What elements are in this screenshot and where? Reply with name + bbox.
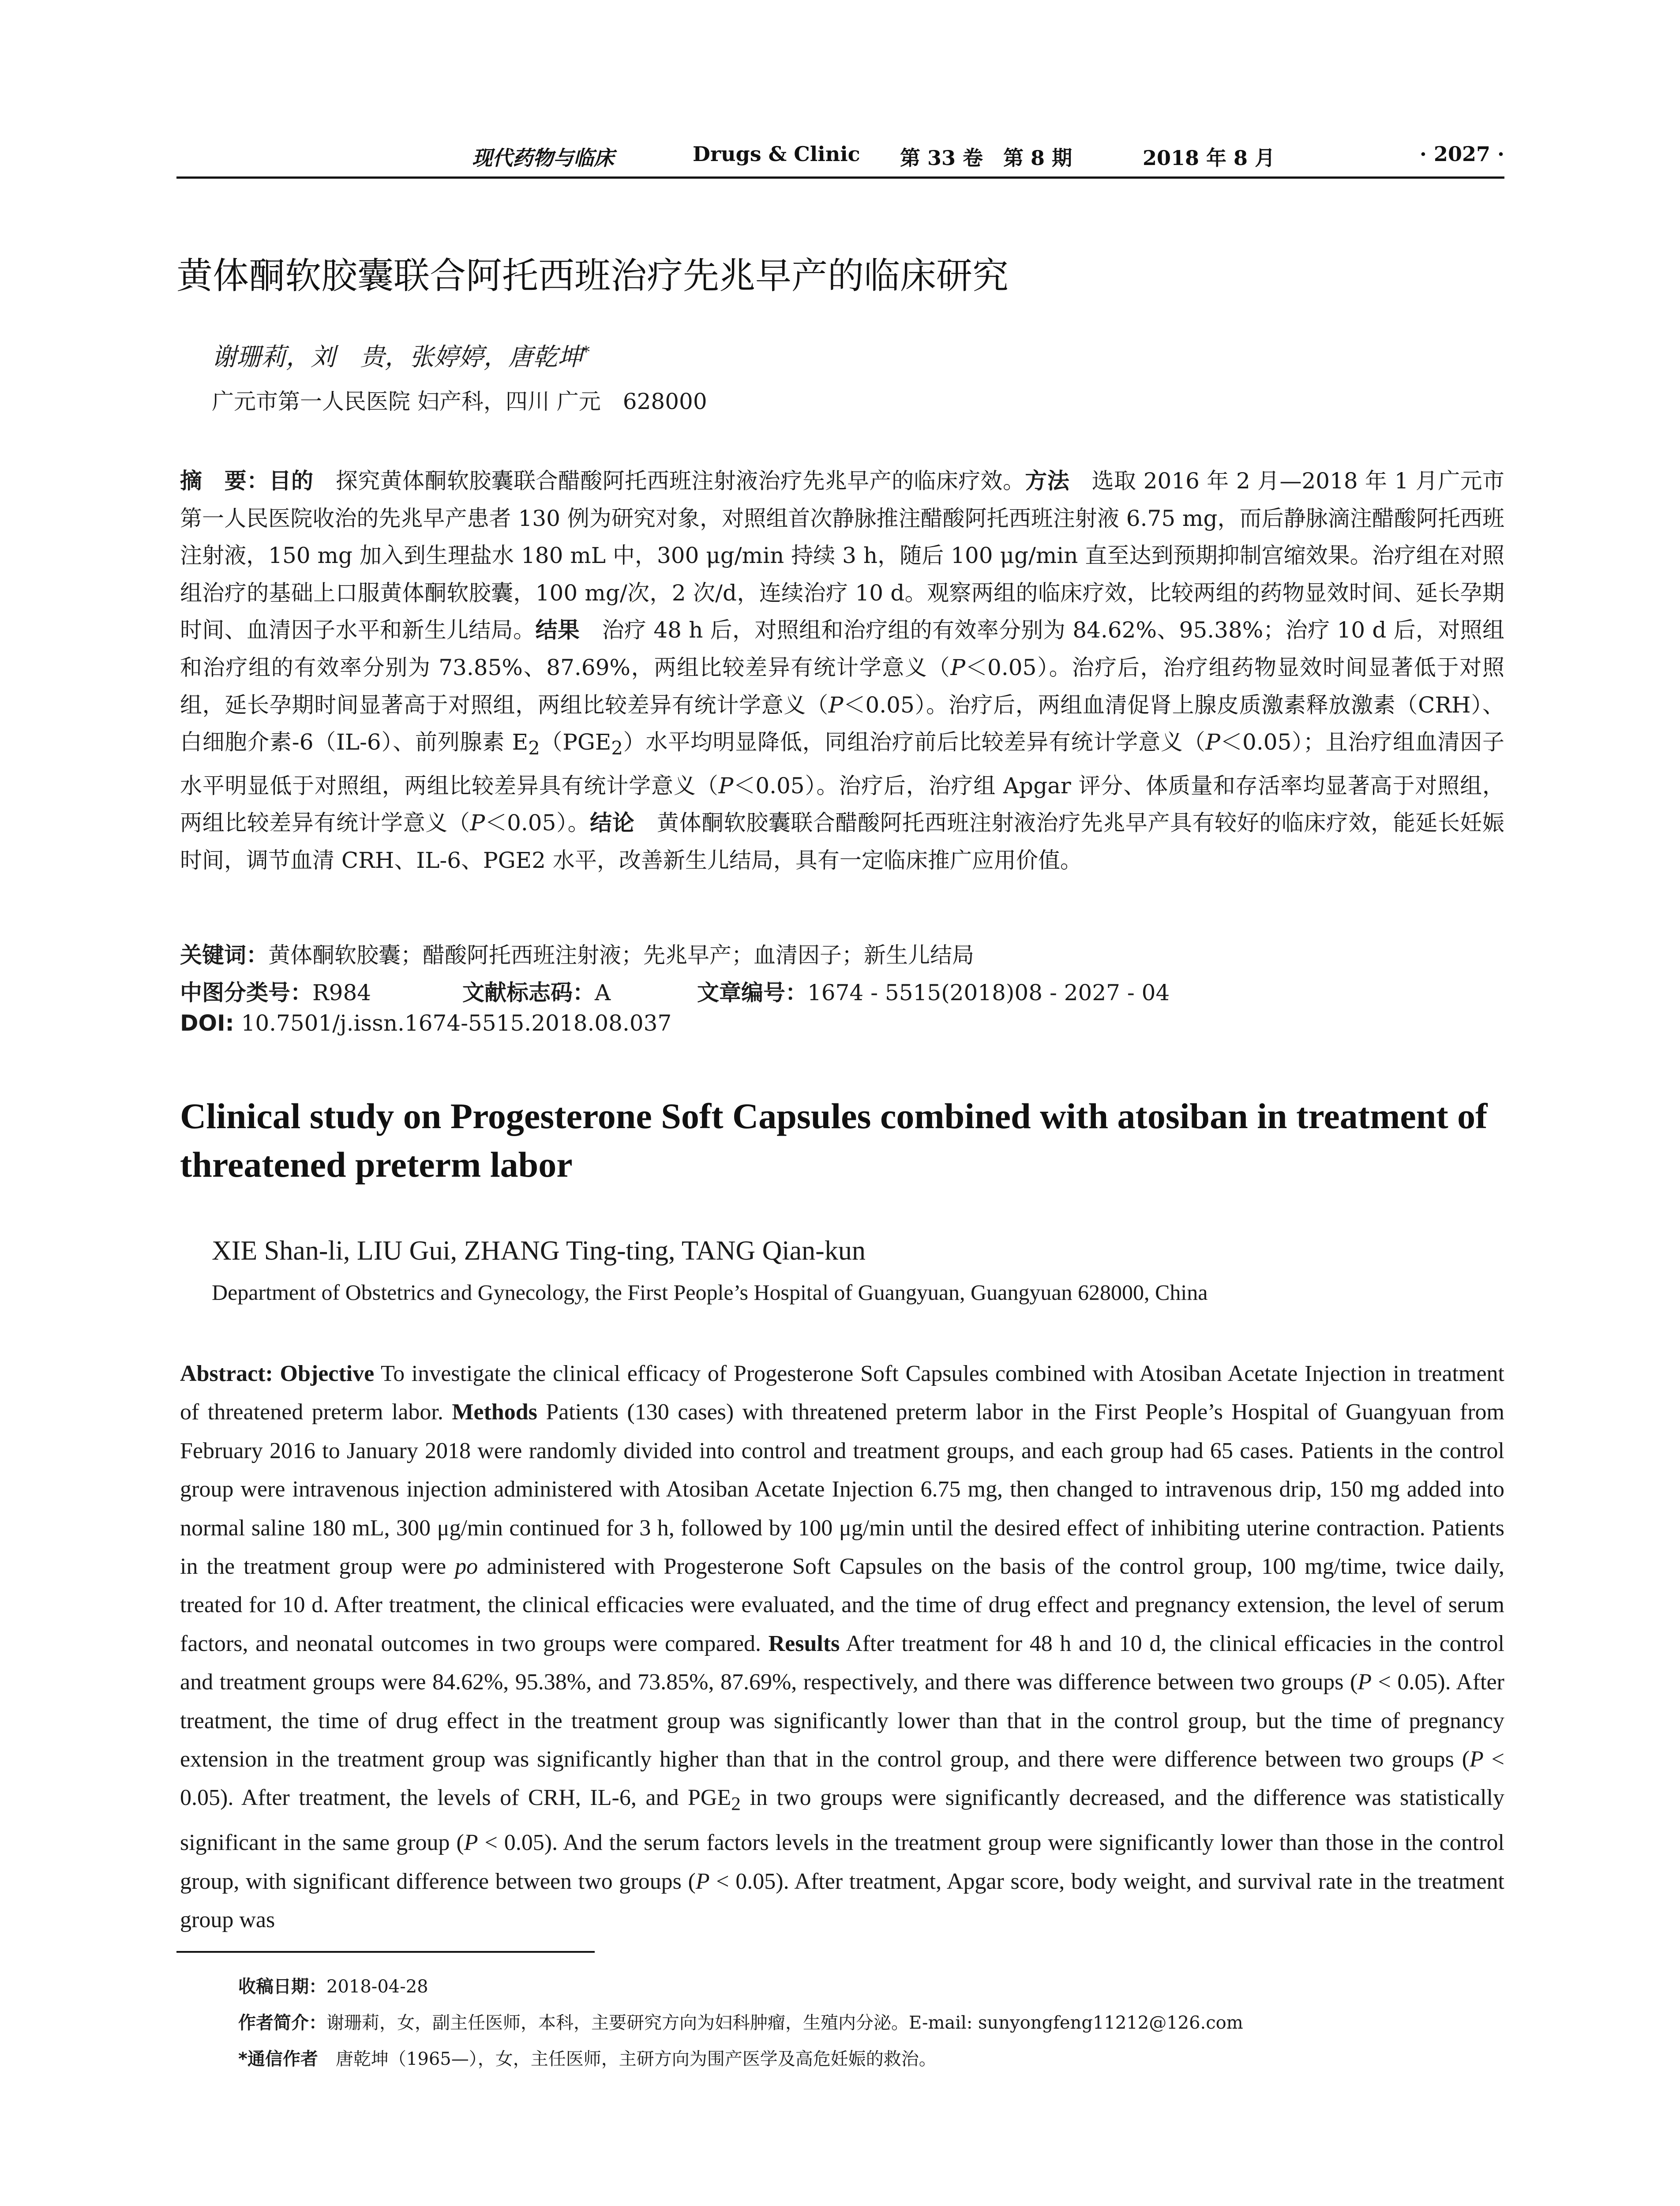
- en-methods-label: Methods: [452, 1399, 537, 1425]
- cn-results-text: ＜0.05）。治疗后，治疗组 Apgar 评分、体质量和存活率均显著高于对照组，两组比较差异有统计学意义（: [180, 773, 1505, 836]
- en-methods-text: administered with Progesterone Soft Capsules on the basis of the control group, 100 mg/time, twice daily, treated for 10 d. After treatment, the clinical efficacies were evaluated, and the time of drug effect and pregnancy extension, the level of serum factors, and neonatal outcomes in two groups were compared.: [180, 1554, 1505, 1656]
- footnotes: [238, 1969, 1504, 2077]
- clc-value: R984: [312, 980, 371, 1005]
- doi-label: DOI:: [180, 1010, 234, 1036]
- english-title: Clinical study on Progesterone Soft Capsules combined with atosiban in treatment of threatened preterm labor: [180, 1096, 1488, 1185]
- route-abbrev: po: [455, 1554, 478, 1579]
- cn-conclusion-text: 黄体酮软胶囊联合醋酸阿托西班注射液治疗先兆早产具有较好的临床疗效，能延长妊娠时间，调节血清 CRH、IL-6、PGE2 水平，改善新生儿结局，具有一定临床推广应用价值。: [180, 810, 1505, 873]
- cn-abstract-label: 摘 要：: [180, 468, 269, 494]
- received-date-note: [238, 1969, 1504, 2005]
- cn-results-text: ＜0.05）。: [485, 810, 590, 836]
- doc-code-value: A: [595, 980, 611, 1005]
- article-number-group: [697, 975, 1170, 1007]
- p-value-letter: P: [828, 692, 844, 718]
- keywords-value: 黄体酮软胶囊；醋酸阿托西班注射液；先兆早产；血清因子；新生儿结局: [268, 942, 974, 968]
- subscript: 2: [528, 737, 540, 759]
- running-header: [176, 140, 1504, 176]
- chinese-authors: [212, 338, 590, 373]
- cn-results-text: ＜0.05）。治疗后，两组血清促肾上腺皮质激素释放激素（CRH）、白细胞介素-6（IL-6）、前列腺素 E: [180, 692, 1504, 755]
- p-value-letter: P: [1358, 1670, 1372, 1695]
- page-number: · 2027 ·: [1419, 142, 1504, 166]
- corresponding-mark: *: [582, 343, 590, 361]
- p-value-letter: P: [718, 773, 734, 799]
- journal-name-cn: 现代药物与临床: [472, 146, 614, 170]
- corresponding-value: 唐乾坤（1965—），女，主任医师，主研方向为围产医学及高危妊娠的救治。: [318, 2049, 937, 2069]
- article-number-value: 1674 - 5515(2018)08 - 2027 - 04: [807, 980, 1170, 1005]
- p-value-letter: P: [695, 1868, 710, 1894]
- english-authors: XIE Shan-li, LIU Gui, ZHANG Ting-ting, TANG Qian-kun: [212, 1236, 866, 1266]
- p-value-letter: P: [1205, 729, 1221, 755]
- cn-methods-text: 选取 2016 年 2 月—2018 年 1 月广元市第一人民医院收治的先兆早产患者 130 例为研究对象，对照组首次静脉推注醋酸阿托西班注射液 6.75 mg，而后静脉滴注醋酸阿托西班注射液，150 mg 加入到生理盐水 180 mL 中，300 μg/min 持续 3 h，随后 100 μg/min 直至达到预期抑制宫缩效果。治疗组在对照组治疗的基础上口服黄体酮软胶囊，100 mg/次，2 次/d，连续治疗 10 d。观察两组的临床疗效，比较两组的药物显效时间、延长孕期时间、血清因子水平和新生儿结局。: [180, 468, 1505, 643]
- doc-code-label: 文献标志码：: [462, 980, 595, 1005]
- classification-line: [180, 975, 1170, 1007]
- corresponding-author-note: [238, 2041, 1504, 2077]
- author-bio-label: 作者简介：: [238, 2013, 326, 2033]
- cn-results-text: ＜0.05）；且治疗组血清因子水平明显低于对照组，两组比较差异具有统计学意义（: [180, 729, 1504, 799]
- keywords-line: [180, 938, 974, 969]
- chinese-affiliation: 广元市第一人民医院 妇产科，四川 广元 628000: [212, 389, 707, 414]
- p-value-letter: P: [1470, 1747, 1484, 1772]
- en-abstract-label: Abstract: Objective: [180, 1361, 375, 1386]
- corresponding-label: *通信作者: [238, 2049, 318, 2069]
- keywords-label: 关键词：: [180, 942, 268, 968]
- en-results-text: < 0.05). After treatment, Apgar score, body weight, and survival rate in the treatment group was: [180, 1868, 1504, 1933]
- chinese-abstract: [180, 462, 1504, 879]
- cn-objective-text: 探究黄体酮软胶囊联合醋酸阿托西班注射液治疗先兆早产的临床疗效。: [313, 468, 1025, 494]
- en-results-label: Results: [768, 1631, 840, 1656]
- en-results-text: After treatment for 48 h and 10 d, the clinical efficacies in the control and treatment groups were 84.62%, 95.38%, and 73.85%, 87.69%, respectively, and there was difference between two groups (: [180, 1631, 1505, 1695]
- volume-issue: 第 33 卷 第 8 期: [900, 146, 1072, 170]
- p-value-letter: P: [464, 1830, 478, 1856]
- chinese-title: 黄体酮软胶囊联合阿托西班治疗先兆早产的临床研究: [176, 255, 1009, 297]
- cn-results-label: 结果: [535, 617, 580, 643]
- en-results-text: < 0.05). And the serum factors levels in the treatment group were significantly lower than those in the control group, with significant difference between two groups (: [180, 1830, 1504, 1894]
- en-objective-text: To investigate the clinical efficacy of Progesterone Soft Capsules combined with Atosiban Acetate Injection in treatment of threatened preterm labor.: [180, 1361, 1505, 1425]
- en-results-text: in two groups were significantly decreased, and the difference was statistically significant in the same group (: [180, 1785, 1504, 1856]
- received-value: 2018-04-28: [326, 1977, 428, 1997]
- en-results-text: < 0.05). After treatment, the time of drug effect in the treatment group was significantly lower than that in the control group, but the time of pregnancy extension in the treatment group was significantly higher than that in the control group, and there were difference between two groups (: [180, 1670, 1504, 1772]
- footnote-rule: [176, 1951, 595, 1953]
- cn-results-text: 治疗 48 h 后，对照组和治疗组的有效率分别为 84.62%、95.38%；治疗 10 d 后，对照组和治疗组的有效率分别为 73.85%、87.69%，两组比较差异有统计学意义（: [180, 617, 1505, 680]
- cn-results-text: ）水平均明显降低，同组治疗前后比较差异有统计学意义（: [622, 729, 1206, 755]
- chinese-author-names: 谢珊莉，刘 贵，张婷婷，唐乾坤: [212, 343, 582, 371]
- en-results-text: < 0.05). After treatment, the levels of CRH, IL-6, and PGE: [180, 1747, 1505, 1811]
- cn-results-text: （PGE: [540, 729, 611, 755]
- received-label: 收稿日期：: [238, 1977, 326, 1997]
- issue-date: 2018 年 8 月: [1143, 146, 1275, 170]
- doi-value[interactable]: 10.7501/j.issn.1674-5515.2018.08.037: [234, 1010, 672, 1036]
- author-bio-note: [238, 2005, 1504, 2041]
- cn-conclusion-label: 结论: [590, 810, 635, 836]
- subscript: 2: [611, 737, 623, 759]
- p-value-letter: P: [950, 654, 966, 680]
- doi-line: [180, 1010, 671, 1036]
- clc-group: [180, 980, 371, 1005]
- doc-code-group: [462, 975, 611, 1007]
- p-value-letter: P: [470, 810, 485, 836]
- article-number-label: 文章编号：: [697, 980, 807, 1005]
- cn-results-text: ＜0.05）。治疗后，治疗组药物显效时间显著低于对照组，延长孕期时间显著高于对照组，两组比较差异有统计学意义（: [180, 654, 1504, 718]
- header-rule: [176, 176, 1504, 179]
- english-affiliation: Department of Obstetrics and Gynecology, the First People’s Hospital of Guangyuan, Guangyuan 628000, China: [212, 1280, 1208, 1305]
- clc-label: 中图分类号：: [180, 980, 312, 1005]
- cn-objective-label: 目的: [269, 468, 314, 494]
- subscript: 2: [731, 1793, 741, 1815]
- english-abstract: [180, 1354, 1504, 1939]
- journal-name-en: Drugs & Clinic: [693, 142, 860, 166]
- author-bio-value: 谢珊莉，女，副主任医师，本科，主要研究方向为妇科肿瘤，生殖内分泌。E-mail: sunyongfeng11212@126.com: [326, 2013, 1243, 2033]
- cn-methods-label: 方法: [1025, 468, 1070, 494]
- en-methods-text: Patients (130 cases) with threatened preterm labor in the First People’s Hospital of Guangyuan from February 2016 to January 2018 were randomly divided into control and treatment groups, and each group had 65 cases. Patients in the control group were intravenous injection administered with Atosiban Acetate Injection 6.75 mg, then changed to intravenous drip, 150 mg added into normal saline 180 mL, 300 μg/min continued for 3 h, followed by 100 μg/min until the desired effect of inhibiting uterine contraction. Patients in the treatment group were: [180, 1399, 1504, 1579]
